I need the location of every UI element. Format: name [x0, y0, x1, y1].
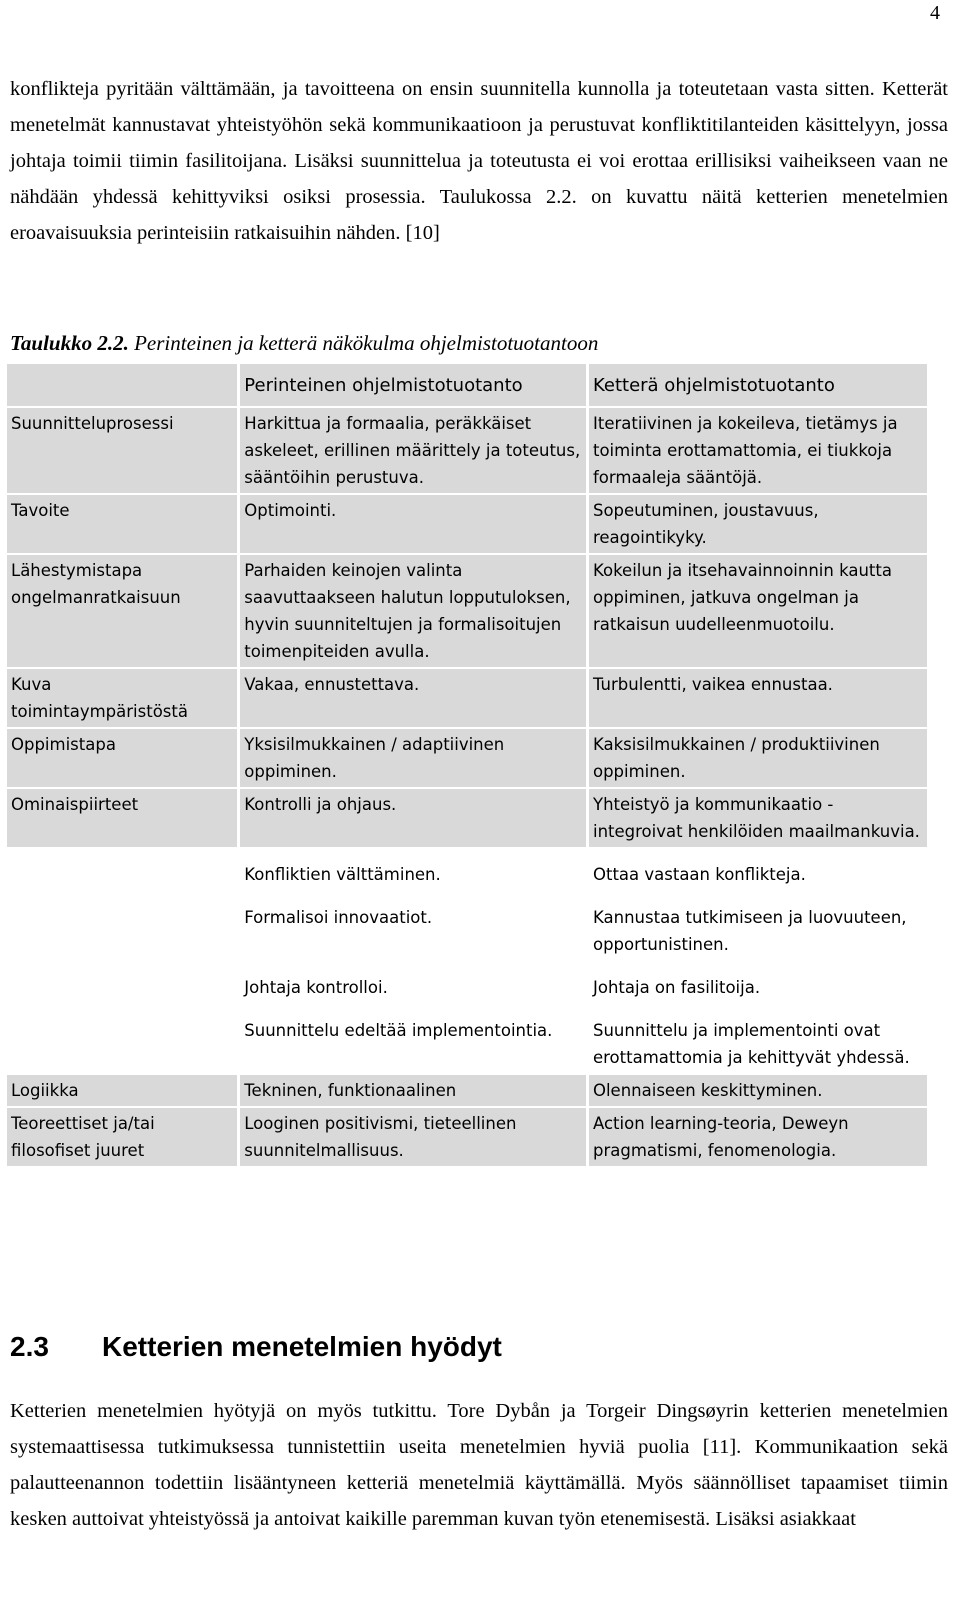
- cell-agile: Kaksisilmukkainen / produktiivinen oppiminen.: [589, 729, 927, 787]
- comparison-table: [4, 362, 930, 1168]
- cell-traditional: Tekninen, funktionaalinen: [240, 1075, 586, 1106]
- page-number: 4: [930, 2, 940, 24]
- table-row: [7, 962, 927, 1003]
- section-number: 2.3: [10, 1331, 49, 1362]
- header-corner: [7, 364, 237, 406]
- intro-paragraph: konflikteja pyritään välttämään, ja tavoitteena on ensin suunnitella kunnolla ja toteutetaan vasta sitten. Ketterät menetelmät kannustavat yhteistyöhön sekä kommunikaatioon ja perustuvat konfliktitilanteiden käsittelyyn, jossa johtaja toimii tiimin fasilitoijana. Lisäksi suunnittelua ja toteutusta ei voi erottaa erillisiksi vaiheikseen vaan ne nähdään yhdessä kehittyviksi osiksi prosessia. Taulukossa 2.2. on kuvattu näitä ketterien menetelmien eroavaisuuksia perinteisiin ratkaisuihin nähden. [10]: [10, 78, 948, 244]
- cell-traditional: Vakaa, ennustettava.: [240, 669, 586, 727]
- table-row: [7, 555, 927, 667]
- cell-agile: Olennaiseen keskittyminen.: [589, 1075, 927, 1106]
- cell-agile: Suunnittelu ja implementointi ovat erottamattomia ja kehittyvät yhdessä.: [592, 1021, 910, 1067]
- cell-traditional: Yksisilmukkainen / adaptiivinen oppiminen.: [240, 729, 586, 787]
- table-row: [7, 1075, 927, 1106]
- cell-traditional: Kontrolli ja ohjaus.: [240, 789, 586, 847]
- cell-agile: Yhteistyö ja kommunikaatio - integroivat henkilöiden maailmankuvia.: [589, 789, 927, 847]
- table-row: [7, 892, 927, 960]
- cell-agile: Action learning-teoria, Deweyn pragmatismi, fenomenologia.: [589, 1108, 927, 1166]
- section-title: Ketterien menetelmien hyödyt: [102, 1331, 502, 1362]
- row-label: Suunnitteluprosessi: [7, 408, 237, 493]
- cell-agile: Iteratiivinen ja kokeileva, tietämys ja toiminta erottamattomia, ei tiukkoja formaaleja sääntöjä.: [589, 408, 927, 493]
- table-row: [7, 495, 927, 553]
- table-row: [7, 789, 927, 847]
- row-label: Teoreettiset ja/tai filosofiset juuret: [7, 1108, 237, 1166]
- cell-agile: Turbulentti, vaikea ennustaa.: [589, 669, 927, 727]
- row-label: Ominaispiirteet: [7, 789, 237, 847]
- row-label: [7, 849, 237, 890]
- cell-traditional: Looginen positivismi, tieteellinen suunnitelmallisuus.: [240, 1108, 586, 1166]
- section-paragraph: Ketterien menetelmien hyötyjä on myös tutkittu. Tore Dybån ja Torgeir Dingsøyrin ketterien menetelmien systemaattisessa tutkimuksessa tunnistettiin useita menetelmien hyviä puolia [11]. Kommunikaation sekä palautteenannon todettiin lisääntyneen ketteriä menetelmiä käyttämällä. Myös säännölliset tapaamiset tiimin kesken auttoivat yhteistyössä ja antoivat kaikille paremman kuvan työn etenemisestä. Lisäksi asiakkaat: [10, 1400, 948, 1530]
- table-row: [7, 669, 927, 727]
- table-row: [7, 1108, 927, 1166]
- cell-traditional: Suunnittelu edeltää implementointia.: [244, 1021, 553, 1040]
- cell-traditional: Johtaja kontrolloi.: [244, 978, 388, 997]
- header-traditional: Perinteinen ohjelmistotuotanto: [240, 364, 586, 406]
- table-caption-label: Taulukko 2.2.: [10, 331, 129, 355]
- row-label: Oppimistapa: [7, 729, 237, 787]
- table-caption-text: Perinteinen ja ketterä näkökulma ohjelmistotuotantoon: [128, 331, 599, 355]
- cell-traditional: Parhaiden keinojen valinta saavuttaakseen halutun lopputuloksen, hyvin suunniteltujen ja formalisoitujen toimenpiteiden avulla.: [240, 555, 586, 667]
- row-label: Lähestymistapa ongelmanratkaisuun: [7, 555, 237, 667]
- cell-traditional: Harkittua ja formaalia, peräkkäiset askeleet, erillinen määrittely ja toteutus, sääntöihin perustuva.: [240, 408, 586, 493]
- row-label: [7, 962, 237, 1003]
- table-row: [7, 729, 927, 787]
- cell-traditional: Konfliktien välttäminen.: [244, 865, 441, 884]
- table-header-row: [7, 364, 927, 406]
- cell-agile: Johtaja on fasilitoija.: [592, 978, 761, 997]
- cell-traditional: Formalisoi innovaatiot.: [244, 908, 433, 927]
- cell-agile: Ottaa vastaan konflikteja.: [592, 865, 806, 884]
- row-label: Tavoite: [7, 495, 237, 553]
- row-label: Logiikka: [7, 1075, 237, 1106]
- table-row: [7, 849, 927, 890]
- cell-agile: Sopeutuminen, joustavuus, reagointikyky.: [589, 495, 927, 553]
- table-row: [7, 408, 927, 493]
- row-label: Kuva toimintaympäristöstä: [7, 669, 237, 727]
- cell-agile: Kannustaa tutkimiseen ja luovuuteen, opportunistinen.: [592, 908, 907, 954]
- row-label: [7, 892, 237, 960]
- table-caption: [10, 331, 598, 356]
- header-agile: Ketterä ohjelmistotuotanto: [589, 364, 927, 406]
- row-label: [7, 1005, 237, 1073]
- table-row: [7, 1005, 927, 1073]
- section-heading: [10, 1331, 502, 1363]
- cell-traditional: Optimointi.: [240, 495, 586, 553]
- cell-agile: Kokeilun ja itsehavainnoinnin kautta oppiminen, jatkuva ongelman ja ratkaisun uudelleenmuotoilu.: [589, 555, 927, 667]
